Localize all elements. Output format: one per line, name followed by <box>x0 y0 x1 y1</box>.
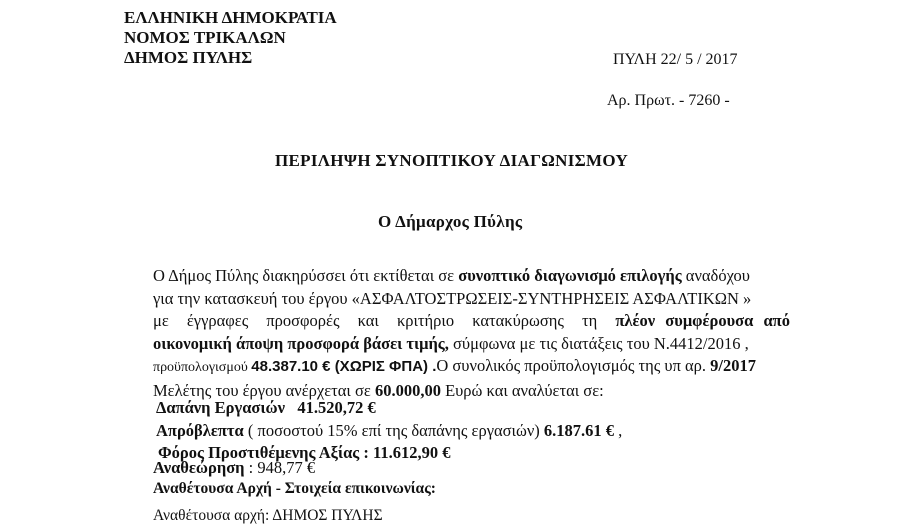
document-subtitle: Ο Δήμαρχος Πύλης <box>378 212 523 231</box>
header-country: ΕΛΛΗΝΙΚΗ ΔΗΜΟΚΡΑΤΙΑ <box>124 8 337 27</box>
body-line-1: Ο Δήμος Πύλης διακηρύσσει ότι εκτίθεται σε συνοπτικό διαγωνισμό επιλογής αναδόχου <box>153 266 750 285</box>
contingency-cost: Απρόβλεπτα ( ποσοστού 15% επί της δαπάνης εργασιών) 6.187.61 € , <box>156 420 623 440</box>
body-line-6: Μελέτης του έργου ανέρχεται σε 60.000,00 Ευρώ και αναλύεται σε: <box>153 380 604 400</box>
protocol-number: Αρ. Πρωτ. - 7260 - <box>607 92 730 109</box>
cost-breakdown <box>156 397 622 465</box>
body-line-3: με έγγραφες προσφορές και κριτήριο κατακύρωσης τη πλέον συμφέρουσα από <box>153 311 790 330</box>
body-line-4: οικονομική άποψη προσφορά βάσει τιμής, σύμφωνα με τις διατάξεις του Ν.4412/2016 , <box>153 333 749 353</box>
place-date: ΠΥΛΗ 22/ 5 / 2017 <box>613 51 738 68</box>
revision-cost: Αναθεώρηση : 948,77 € <box>153 458 316 477</box>
document-title: ΠΕΡΙΛΗΨΗ ΣΥΝΟΠΤΙΚΟΥ ΔΙΑΓΩΝΙΣΜΟΥ <box>275 151 629 170</box>
header-prefecture: ΝΟΜΟΣ ΤΡΙΚΑΛΩΝ <box>124 28 286 47</box>
body-line-2: για την κατασκευή του έργου «ΑΣΦΑΛΤΟΣΤΡΩΣΕΙΣ-ΣΥΝΤΗΡΗΣΕΙΣ ΑΣΦΑΛΤΙΚΩΝ » <box>153 288 752 308</box>
issuer-header <box>124 8 337 68</box>
works-cost: Δαπάνη Εργασιών 41.520,72 € <box>156 398 376 417</box>
authority-line: Αναθέτουσα αρχή: ΔΗΜΟΣ ΠΥΛΗΣ <box>153 507 383 524</box>
body-line-5: προϋπολογισμού 48.387.10 € (ΧΩΡΙΣ ΦΠΑ) .Ο συνολικός προϋπολογισμός της υπ αρ. 9/2017 <box>153 356 756 375</box>
authority-heading: Αναθέτουσα Αρχή - Στοιχεία επικοινωνίας: <box>153 480 436 497</box>
body-paragraph <box>153 265 790 402</box>
header-municipality: ΔΗΜΟΣ ΠΥΛΗΣ <box>124 48 253 67</box>
vat-cost: Φόρος Προστιθέμενης Αξίας : 11.612,90 € <box>158 443 451 462</box>
